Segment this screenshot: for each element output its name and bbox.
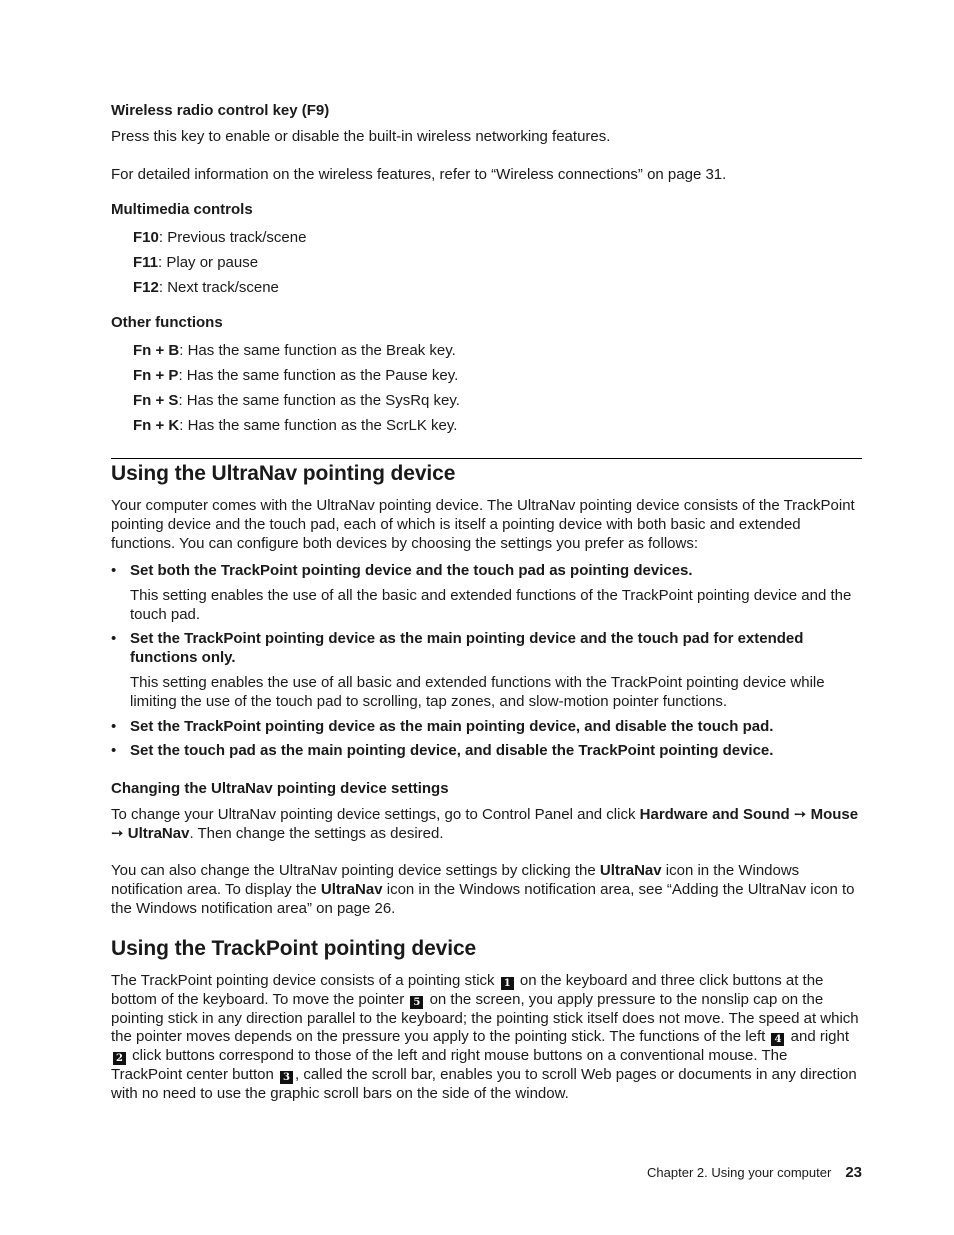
option-heading: Set the TrackPoint pointing device as the main pointing device, and disable the touch pad. [130,717,774,735]
option-description: This setting enables the use of all the basic and extended functions of the TrackPoint pointing device and the touch pad. [130,586,852,623]
key-description: : Play or pause [158,254,259,271]
text-run: icon in the Windows notification area, see “Adding the UltraNav icon to the Windows notification area” on page 26. [111,880,855,917]
text-run: icon in the Windows notification area. To display the [111,862,800,898]
list-item [111,413,862,438]
key-description: : Has the same function as the SysRq key. [178,392,460,409]
bullet-marker: • [111,717,117,735]
text-run: on the screen, you apply pressure to the nonslip cap on the pointing stick in any direction parallel to the keyboard; the pointing stick itself does not move. The speed at which the pointer moves depends on the pressure you apply to the pointing stick. The functions of the left [111,990,859,1046]
text-run: The TrackPoint pointing device consists of a pointing stick [111,972,499,989]
page-footer [647,1164,862,1181]
wireless-key-description: Press this key to enable or disable the built-in wireless networking features. [111,128,611,145]
ultranav-intro: Your computer comes with the UltraNav pointing device. The UltraNav pointing device consists of the TrackPoint pointing device and the touch pad, each of which is itself a pointing device with both basic and extended functions. You can configure both devices by choosing the settings you prefer as follows: [111,497,855,552]
callout-3-icon: 3 [280,1071,293,1084]
trackpoint-section-title: Using the TrackPoint pointing device [111,937,477,960]
menu-path-mouse: Mouse [810,806,859,823]
ultranav-term: UltraNav [599,862,662,879]
section-divider [111,458,862,459]
wireless-key-heading: Wireless radio control key (F9) [111,102,330,119]
ultranav-options-list [111,562,862,761]
list-item [111,742,862,761]
list-item [111,250,862,275]
callout-5-icon: 5 [410,996,423,1009]
key-description: : Has the same function as the Break key. [179,342,456,359]
callout-1-icon: 1 [501,977,514,990]
list-item [111,338,862,363]
key-label: F10 [133,229,159,246]
menu-path-ultranav: UltraNav [127,824,190,842]
callout-4-icon: 4 [771,1033,784,1046]
key-description: : Next track/scene [158,279,279,296]
page-number: 23 [845,1164,862,1181]
list-item [111,363,862,388]
text-run: . Then change the settings as desired. [189,824,444,842]
text-run: , called the scroll bar, enables you to scroll Web pages or documents in any direction with no need to use the graphic scroll bars on the side of the window. [111,1065,857,1102]
ultranav-notification-paragraph [111,862,862,918]
trackpoint-paragraph [111,972,862,1104]
bullet-marker: • [111,742,117,760]
text-run: and right [786,1028,850,1046]
key-label: Fn + B [133,342,180,359]
option-description: This setting enables the use of all basic and extended functions with the TrackPoint pointing device while limiting the use of the touch pad to scrolling, tap zones, and slow-motion pointer functions. [130,673,825,710]
key-label: Fn + P [133,367,179,384]
list-item [111,718,862,737]
text-run: You can also change the UltraNav pointing device settings by clicking the [111,862,600,879]
option-heading: Set the TrackPoint pointing device as the main pointing device and the touch pad for extended functions only. [130,630,804,667]
wireless-reference-paragraph: For detailed information on the wireless features, refer to “Wireless connections” on page 31. [111,166,727,183]
bullet-marker: • [111,630,117,648]
other-functions-heading: Other functions [111,314,223,331]
ultranav-section-title: Using the UltraNav pointing device [111,462,456,485]
multimedia-heading: Multimedia controls [111,201,253,218]
key-description: : Has the same function as the ScrLK key. [179,417,458,434]
ultranav-settings-paragraph [111,806,862,844]
key-label: F12 [133,279,159,296]
option-heading: Set both the TrackPoint pointing device and the touch pad as pointing devices. [130,562,693,579]
text-run: To change your UltraNav pointing device settings, go to Control Panel and click [111,806,640,823]
ultranav-settings-heading: Changing the UltraNav pointing device settings [111,780,449,797]
text-run: click buttons correspond to those of the left and right mouse buttons on a conventional mouse. The TrackPoint center button [111,1047,788,1083]
list-item [111,562,862,581]
text-run: on the keyboard and three click buttons at the bottom of the keyboard. To move the pointer [111,972,824,1008]
key-label: Fn + K [133,417,180,434]
callout-2-icon: 2 [113,1052,126,1065]
ultranav-term: UltraNav [320,880,383,898]
menu-path-hardware-sound: Hardware and Sound [639,806,790,823]
option-heading: Set the touch pad as the main pointing device, and disable the TrackPoint pointing device. [130,742,774,760]
multimedia-list [111,225,862,300]
arrow-icon: ➙ [111,824,124,842]
chapter-label: Chapter 2. Using your computer [647,1165,832,1180]
bullet-marker: • [111,562,117,579]
key-description: : Previous track/scene [158,229,307,246]
key-description: : Has the same function as the Pause key. [178,367,459,384]
arrow-icon: ➙ [793,806,807,823]
list-item [111,630,862,668]
other-functions-list [111,338,862,438]
list-item [111,225,862,250]
key-label: F11 [133,254,159,271]
key-label: Fn + S [133,392,179,409]
list-item [111,275,862,300]
list-item [111,388,862,413]
